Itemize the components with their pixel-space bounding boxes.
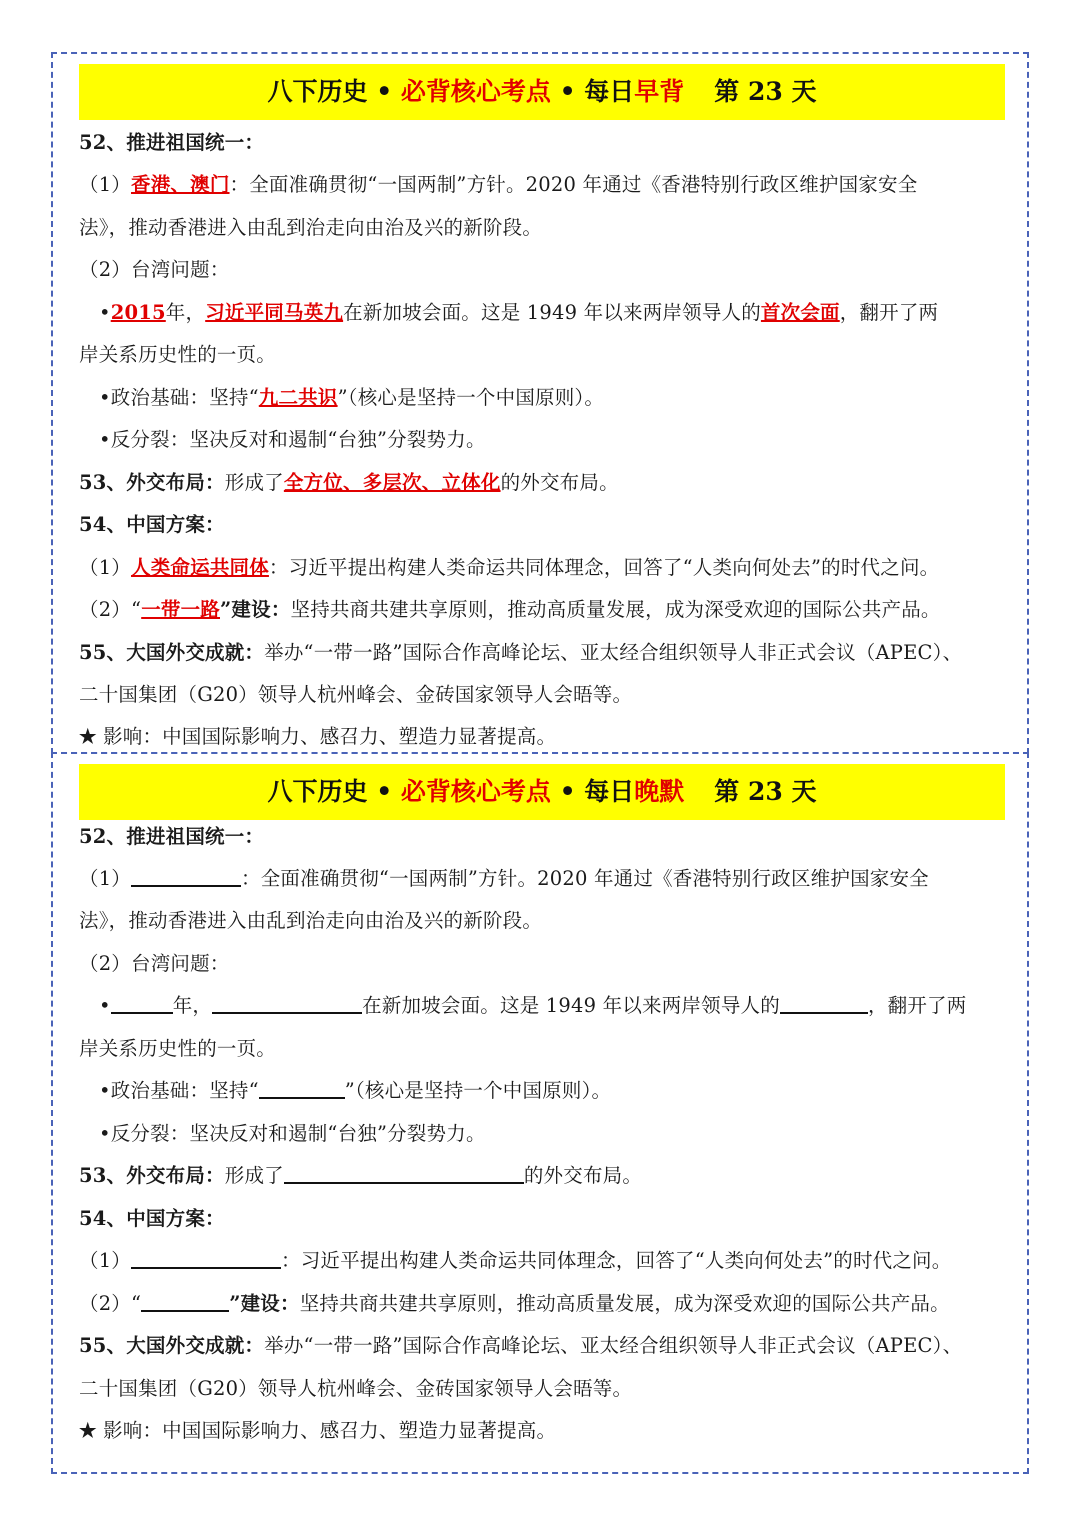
label-c2: （2）“ [79,1292,142,1315]
label-1: （1） [79,867,132,890]
label-1: （1） [79,173,132,196]
key-first-meeting: 首次会面 [760,301,840,324]
para-belt-road [79,596,1009,624]
blank-consensus[interactable] [259,1077,345,1099]
para-hk-cont: 法》，推动香港进入由乱到治走向由治及兴的新阶段。 [79,909,543,932]
text-pol-b: ”（核心是坚持一个中国原则）。 [337,386,605,409]
key-hk-macau: 香港、澳门 [131,173,230,196]
text-year-suffix: 年， [172,994,213,1017]
text-belt-road: 坚持共商共建共享原则，推动高质量发展，成为深受欢迎的国际公共产品。 [299,1292,950,1315]
para-meeting-cont: 岸关系历史性的一页。 [79,1037,277,1060]
bullet: • [99,301,111,324]
text-community: ：习近平提出构建人类命运共同体理念，回答了“人类向何处去”的时代之问。 [268,556,940,579]
text-year-suffix: 年， [165,301,206,324]
para-community [79,554,1009,582]
text-pol-a: •政治基础：坚持“ [99,386,259,409]
star-icon: ★ [79,1419,97,1442]
para-anti-secession: •反分裂：坚决反对和遏制“台独”分裂势力。 [99,428,486,451]
heading-55: 55、大国外交成就： [79,1334,265,1357]
blank-year[interactable] [111,992,173,1014]
banner-morning-word: 早背 [634,77,685,106]
text-hk: ：全面准确贯彻“一国两制”方针。2020 年通过《香港特别行政区维护国家安全 [229,173,918,196]
banner-daily: • 每日 [550,77,635,106]
text-meeting: 在新加坡会面。这是 1949 年以来两岸领导人的 [343,301,761,324]
para-hk-macau [79,865,1009,893]
heading-53: 53、外交布局： [79,471,225,494]
para-55 [79,1332,1009,1360]
banner-day: 第 23 天 [714,77,817,106]
text-53-b: 的外交布局。 [500,471,619,494]
text-55: 举办“一带一路”国际合作高峰论坛、亚太经合组织领导人非正式会议（APEC）、 [264,1334,963,1357]
para-community [79,1247,1009,1275]
para-meeting [99,992,1029,1020]
para-meeting-cont: 岸关系历史性的一页。 [79,343,277,366]
text-impact: 影响：中国国际影响力、感召力、塑造力显著提高。 [96,1419,557,1442]
label-c1: （1） [79,1249,132,1272]
para-meeting [99,299,1029,327]
text-55: 举办“一带一路”国际合作高峰论坛、亚太经合组织领导人非正式会议（APEC）、 [264,641,963,664]
para-belt-road [79,1290,1009,1318]
evening-banner [79,764,1005,820]
text-community: ：习近平提出构建人类命运共同体理念，回答了“人类向何处去”的时代之问。 [281,1249,952,1272]
para-impact [79,1417,1009,1445]
blank-hk-macau[interactable] [131,865,241,887]
para-53 [79,1162,1009,1190]
label-construction: ”建设： [220,598,291,621]
label-c1: （1） [79,556,132,579]
text-impact: 影响：中国国际影响力、感召力、塑造力显著提高。 [96,725,557,748]
key-community: 人类命运共同体 [131,556,269,579]
banner-subject: 八下历史 • [267,777,401,806]
morning-banner [79,64,1005,120]
label-taiwan [79,256,1009,284]
star-icon: ★ [79,725,97,748]
bullet: • [99,994,111,1017]
key-diplomacy: 全方位、多层次、立体化 [283,471,501,494]
banner-evening-word: 晚默 [634,777,685,806]
para-political-basis [99,1077,1029,1105]
para-53 [79,469,1009,497]
heading-54: 54、中国方案： [79,513,225,536]
text-hk: ：全面准确贯彻“一国两制”方针。2020 年通过《香港特别行政区维护国家安全 [241,867,929,890]
para-impact [79,723,1009,751]
key-year: 2015 [110,301,166,324]
heading-55: 55、大国外交成就： [79,641,265,664]
banner-core-points: 必背核心考点 [400,77,551,106]
heading-52: 52、推进祖国统一： [79,825,265,848]
morning-recite-card [51,52,1029,754]
text-53-a: 形成了 [224,1164,284,1187]
banner-day: 第 23 天 [714,777,817,806]
label-construction: ”建设： [229,1292,300,1315]
text-53-b: 的外交布局。 [523,1164,643,1187]
text-turn: ，翻开了两 [839,301,939,324]
para-anti-secession: •反分裂：坚决反对和遏制“台独”分裂势力。 [99,1122,486,1145]
blank-belt-road[interactable] [141,1290,229,1312]
para-55 [79,639,1009,667]
text-pol-a: •政治基础：坚持“ [99,1079,259,1102]
label-taiwan-text: （2）台湾问题： [79,258,230,281]
blank-leaders[interactable] [212,992,362,1014]
banner-subject: 八下历史 • [267,77,401,106]
blank-community[interactable] [131,1247,281,1269]
text-53-a: 形成了 [224,471,284,494]
evening-dictation-card [51,752,1029,1474]
blank-first-meeting[interactable] [780,992,868,1014]
text-pol-b: ”（核心是坚持一个中国原则）。 [344,1079,612,1102]
text-meeting: 在新加坡会面。这是 1949 年以来两岸领导人的 [362,994,780,1017]
key-belt-road: 一带一路 [141,598,220,621]
heading-53: 53、外交布局： [79,1164,225,1187]
heading-52: 52、推进祖国统一： [79,131,265,154]
label-taiwan: （2）台湾问题： [79,952,230,975]
para-hk-cont: 法》，推动香港进入由乱到治走向由治及兴的新阶段。 [79,216,543,239]
text-belt-road: 坚持共商共建共享原则，推动高质量发展，成为深受欢迎的国际公共产品。 [290,598,941,621]
key-leaders: 习近平同马英九 [205,301,344,324]
label-c2: （2）“ [79,598,142,621]
heading-54: 54、中国方案： [79,1207,225,1230]
key-consensus: 九二共识 [258,386,338,409]
para-55-cont: 二十国集团（G20）领导人杭州峰会、金砖国家领导人会晤等。 [79,1377,633,1400]
banner-daily: • 每日 [550,777,635,806]
para-55-cont: 二十国集团（G20）领导人杭州峰会、金砖国家领导人会晤等。 [79,683,633,706]
banner-core-points: 必背核心考点 [400,777,551,806]
para-political-basis [99,384,1029,412]
text-turn: ，翻开了两 [867,994,967,1017]
blank-diplomacy[interactable] [284,1162,524,1184]
para-hk-macau [79,171,1009,199]
